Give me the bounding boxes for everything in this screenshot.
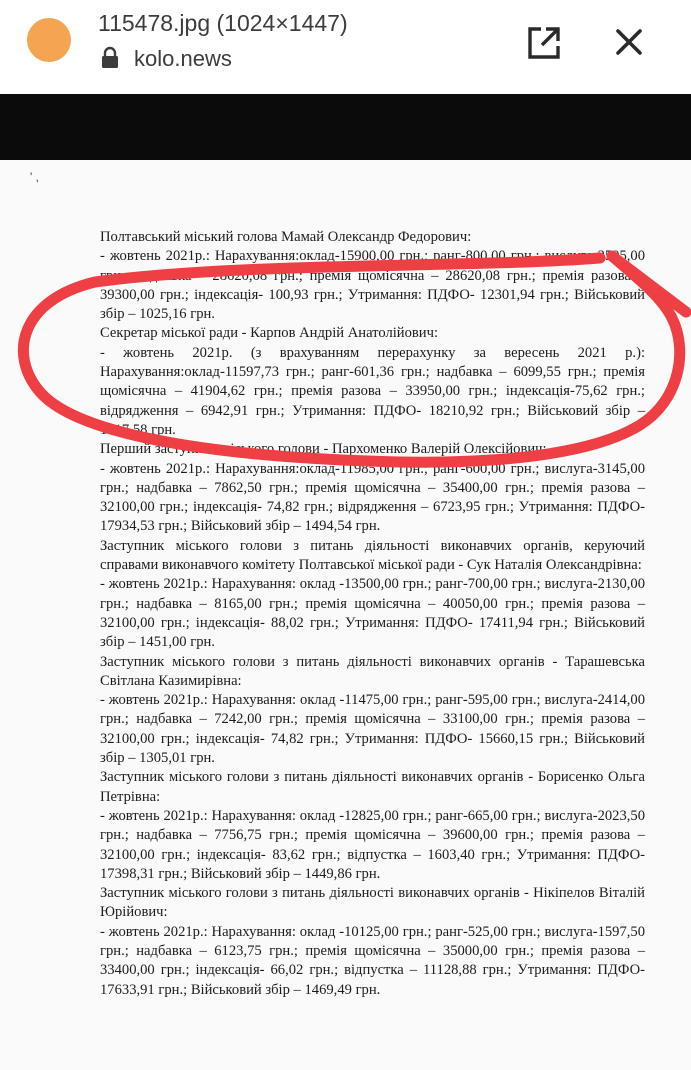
corner-mark: ' , (30, 170, 39, 184)
image-top-black-band (0, 94, 691, 160)
block-0-heading: Полтавський міський голова Мамай Олександр Федорович: (100, 229, 472, 245)
block-4-heading: Заступник міського голови з питань діяльності виконавчих органів - Тарашевська Світлана Казимирівна: (100, 653, 645, 689)
block-6-body: - жовтень 2021р.: Нарахування: оклад -10125,00 грн.; ранг-525,00 грн.; вислуга-1597,50 грн.; надбавка – 6123,75 грн.; премія щомісячна – 35000,00 грн.; премія разова – 33400,00 грн.; індексація- 66,02 грн.; відпустка – 11128,88 грн.; Утримання: ПДФО- 17633,91 грн.; Військовий збір – 1469,49 грн. (100, 923, 645, 998)
url-row[interactable] (100, 44, 232, 74)
site-favicon (27, 18, 71, 62)
close-button[interactable] (609, 22, 649, 62)
open-in-new-button[interactable] (525, 24, 563, 62)
block-3-body: - жовтень 2021р.: Нарахування: оклад -13500,00 грн.; ранг-700,00 грн.; вислуга-2130,00 грн.; надбавка – 8165,00 грн.; премія щомісячна – 40050,00 грн.; премія разова – 32100,00 грн.; індексація- 88,02 грн.; Утримання: ПДФО- 17411,94 грн.; Військовий збір – 1451,00 грн. (100, 576, 645, 651)
close-icon (609, 22, 649, 62)
open-in-new-icon (525, 24, 563, 62)
image-viewer-header (0, 0, 691, 94)
block-1-body: - жовтень 2021р. (з врахуванням перерахунку за вересень 2021 р.): Нарахування:оклад-11597,73 грн.; ранг-601,36 грн.; надбавка – 6099,55 грн.; премія щомісячна – 41904,62 грн.; премія разова – 33950,00 грн.; індексація-75,62 грн.; відрядження – 6942,91 грн.; Утримання: ПДФО- 18210,92 грн.; Військовий збір – 1517,58 грн. (100, 344, 645, 438)
block-5-heading: Заступник міського голови з питань діяльності виконавчих органів - Борисенко Ольга Петрівна: (100, 769, 645, 805)
block-3-heading: Заступник міського голови з питань діяльності виконавчих органів, керуючий справами виконавчого комітету Полтавської міської ради - Сук Наталія Олександрівна: (100, 537, 645, 574)
block-6-heading: Заступник міського голови з питань діяльності виконавчих органів - Нікіпелов Віталій Юрійович: (100, 885, 645, 921)
scanned-document (0, 160, 691, 1070)
block-5-body: - жовтень 2021р.: Нарахування: оклад -12825,00 грн.; ранг-665,00 грн.; вислуга-2023,50 грн.; надбавка – 7756,75 грн.; премія щомісячна – 39600,00 грн.; премія разова – 32100,00 грн.; індексація- 83,62 грн.; відпустка – 1603,40 грн.; Утримання: ПДФО- 17398,31 грн.; Військовий збір – 1449,86 грн. (100, 807, 645, 882)
block-1-heading: Секретар міської ради - Карпов Андрій Анатолійович: (100, 325, 438, 342)
document-text (100, 228, 645, 1000)
lock-icon (100, 46, 122, 72)
site-url[interactable]: kolo.news (134, 46, 232, 71)
block-2-heading: Перший заступник міського голови - Пархоменко Валерій Олексійович: (100, 441, 547, 458)
block-4-body: - жовтень 2021р.: Нарахування: оклад -11475,00 грн.; ранг-595,00 грн.; вислуга-2414,00 грн.; надбавка – 7242,00 грн.; премія щомісячна – 33100,00 грн.; премія разова – 32100,00 грн.; індексація- 74,82 грн.; Утримання: ПДФО- 15660,15 грн.; Військовий збір – 1305,01 грн. (100, 692, 645, 767)
image-title: 115478.jpg (1024×1447) (98, 10, 348, 36)
block-2-body: - жовтень 2021р.: Нарахування:оклад-11985,00 грн.; ранг-600,00 грн.; вислуга-3145,00 грн.; надбавка – 7862,50 грн.; премія щомісячна – 35400,00 грн.; премія разова – 32100,00 грн.; індексація- 74,82 грн.; відрядження – 6723,95 грн.; Утримання: ПДФО- 17934,53 грн.; Військовий збір – 1494,54 грн. (100, 460, 645, 535)
block-0-body: - жовтень 2021р.: Нарахування:оклад-15900,00 грн.; ранг-800,00 грн.; вислуга-2505,00 грн.; надбавка – 28620,08 грн.; премія щомісячна – 28620,08 грн.; премія разова – 39300,00 грн.; індексація- 100,93 грн.; Утримання: ПДФО- 12301,94 грн.; Військовий збір – 1025,16 грн. (100, 248, 645, 323)
